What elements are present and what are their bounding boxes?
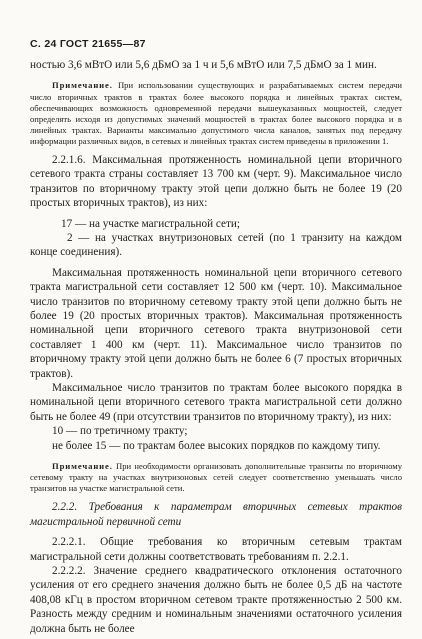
note-2-label: Примечание.	[52, 461, 113, 472]
note-2-text: При необходимости организовать дополнительные транзиты по вторичному сетевому тракту на участках внутризоновых сетей следует соответственно уменьшать число транзитов на участке магистральной сети.	[30, 461, 402, 494]
list-item-2: 2 — на участках внутризоновых сетей (по 1 транзиту на каждом конце соединения).	[30, 232, 402, 259]
continuation-paragraph: ностью 3,6 мВтО или 5,6 дБмО за 1 ч и 5,6 мВтО или 7,5 дБмО за 1 мин.	[30, 59, 377, 71]
note-1	[30, 80, 402, 147]
list-item-17: 17 — на участке магистральной сети;	[61, 217, 240, 230]
note-1-label: Примечание.	[52, 80, 113, 91]
paragraph-2-2-1-6: 2.2.1.6. Максимальная протяженность номинальной цепи вторичного сетевого тракта страны составляет 13 700 км (черт. 9). Максимальное число транзитов по вторичному тракту этой цепи должно быть не более 19 (20 простых вторичных трактов), из них:	[30, 153, 402, 210]
note-1-text: При использовании существующих и разрабатываемых систем передачи число вторичных трактов в трактах более высокого порядка и линейных трактах систем, обеспечивающих возможность одновременной передачи вышеуказанных мощностей, следует определять исходя из допустимых значений мощностей в трактах более высокого порядка и в линейных трактах. Варианты максимально допустимого числа каналов, занятых под передачу информации различных видов, в сетевых и линейных трактах систем приведены в приложении 1.	[30, 80, 402, 146]
list-item-15: не более 15 — по трактам более высоких порядков по каждому типу.	[52, 439, 381, 452]
paragraph-2-2-2-2: 2.2.2.2. Значение среднего квадратического отклонения остаточного усиления от его среднего значения должно быть не более 0,5 дБ на частоте 408,08 кГц в простом вторичном сетевом тракте протяженностью 2 500 км. Разность между средним и номинальным значениями остаточного усиления должна быть не более	[30, 565, 402, 635]
note-2	[30, 461, 402, 494]
paragraph-higher-order-transits: Максимальное число транзитов по трактам более высокого порядка в номинальной цепи вторичного сетевого тракта магистральной сети должно быть не более 49 (при отсутствии транзитов по вторичному тракту), из них:	[30, 382, 402, 423]
list-item-10: 10 — по третичному тракту;	[52, 425, 188, 438]
document-body	[30, 58, 402, 636]
section-heading-2-2-2: 2.2.2. Требования к параметрам вторичных сетевых трактов магистральной первичной сети	[30, 501, 402, 528]
page-header: С. 24 ГОСТ 21655—87	[30, 38, 146, 50]
paragraph-max-length: Максимальная протяженность номинальной цепи вторичного сетевого тракта магистральной сети составляет 12 500 км (черт. 10). Максимальное число транзитов по вторичному сетевому тракту этой цепи должно быть не более 19 (20 простых вторичных трактов). Максимальная протяженность номинальной цепи вторичного сетевого тракта внутризоновой сети составляет 1 400 км (черт. 11). Максимальное число транзитов по вторичному тракту этой цепи должно быть не более 6 (7 простых вторичных трактов).	[30, 266, 402, 380]
paragraph-2-2-2-1: 2.2.2.1. Общие требования ко вторичным сетевым трактам магистральной сети должны соответствовать требованиям п. 2.2.1.	[30, 536, 402, 563]
